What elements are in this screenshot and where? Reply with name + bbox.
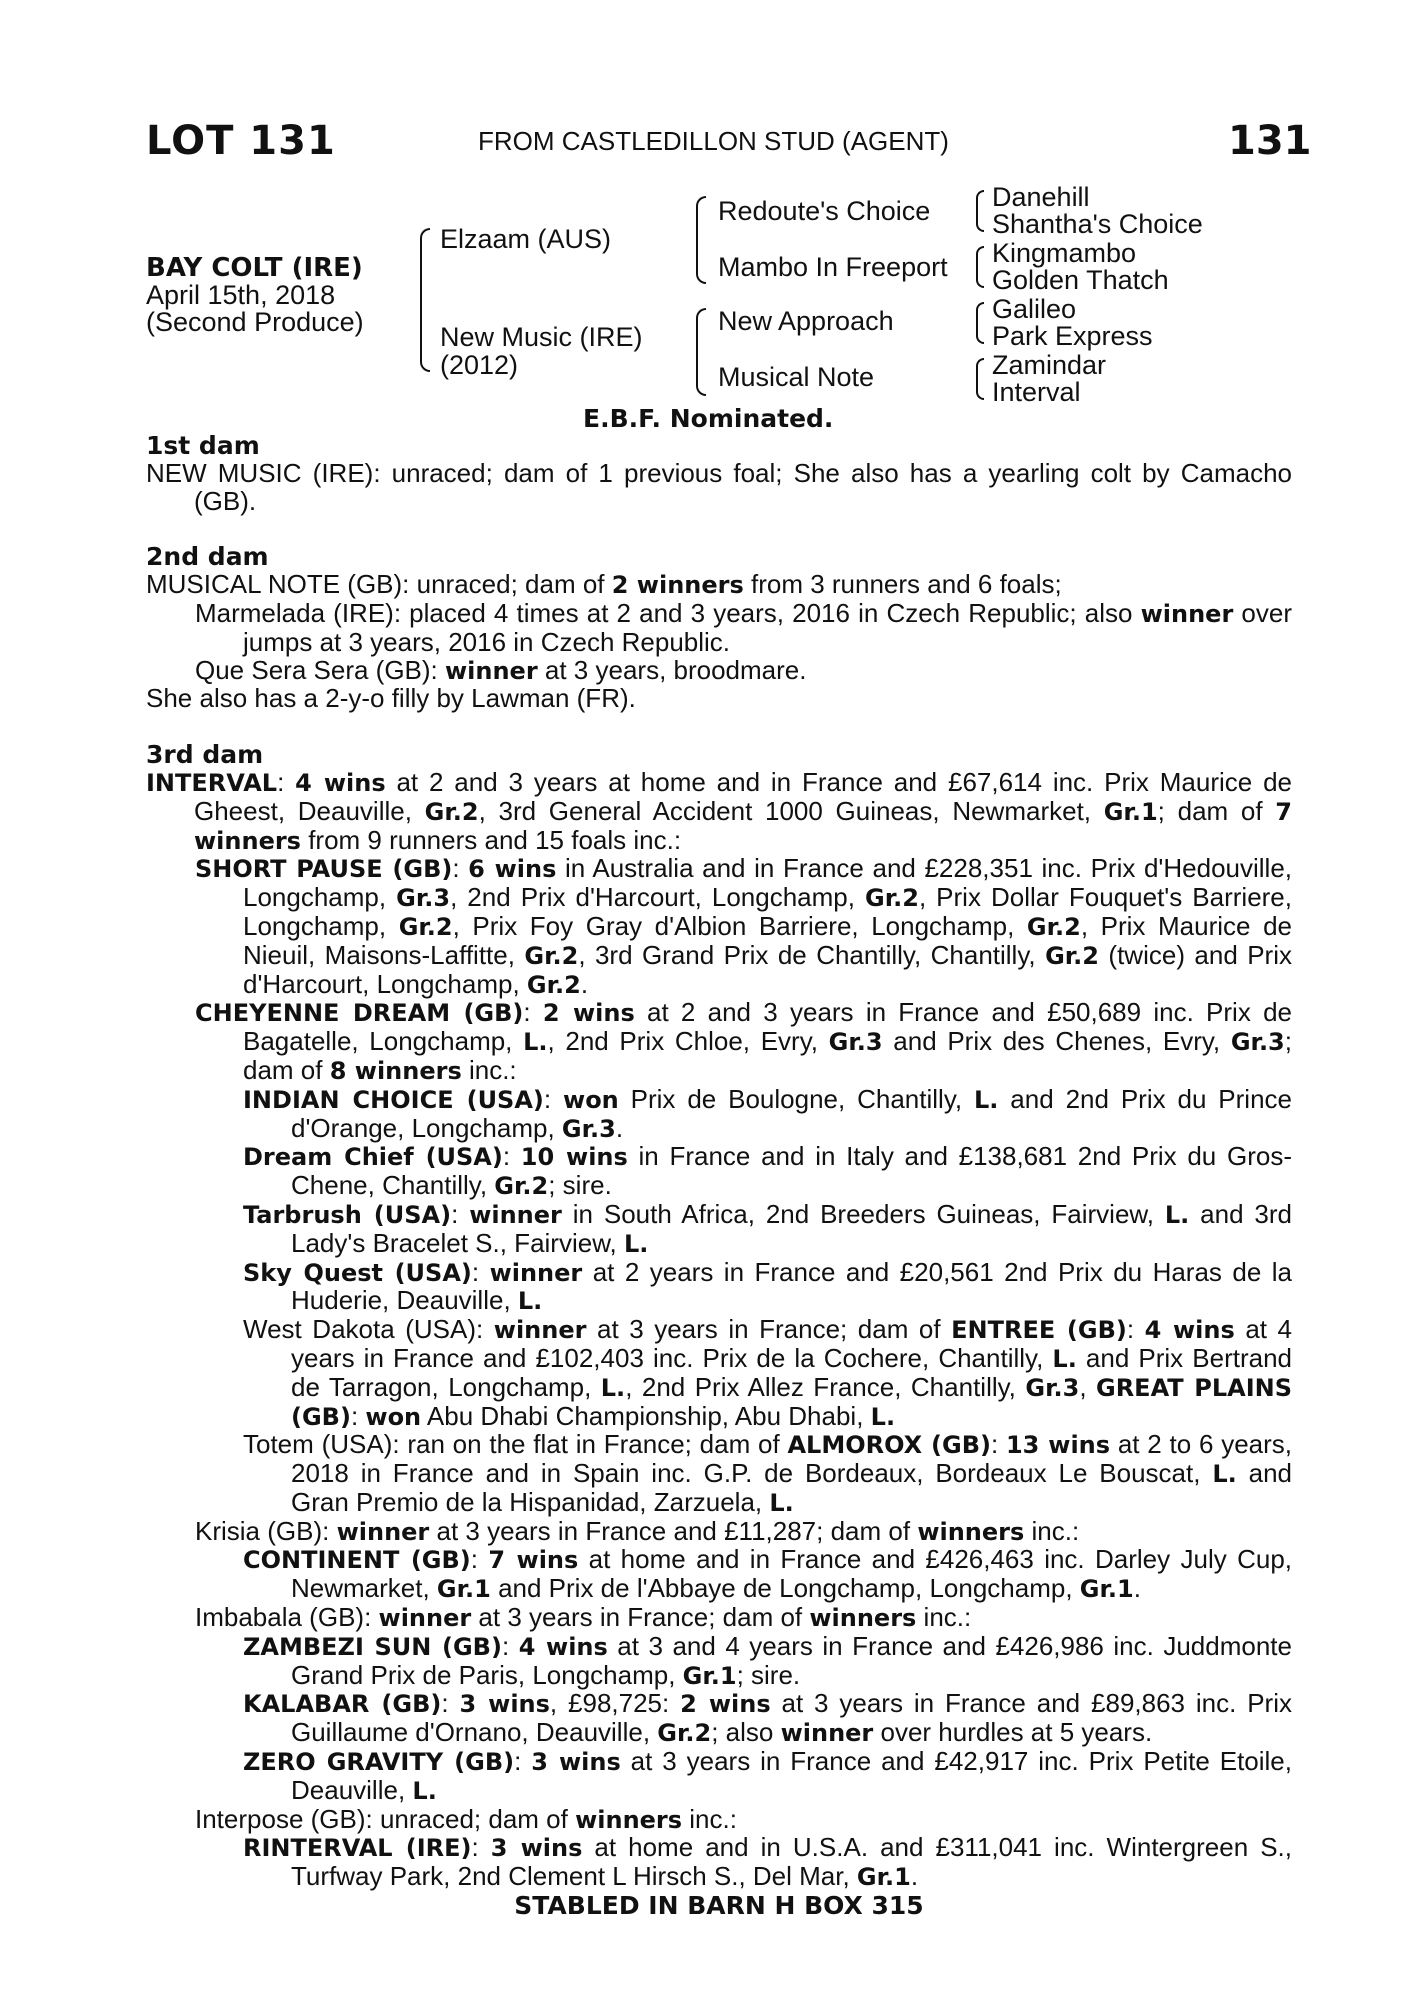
pedigree-entry bbox=[146, 1630, 1292, 1691]
text: Krisia (GB): bbox=[195, 1515, 337, 1546]
pedigree-brace bbox=[420, 228, 430, 372]
pedigree-entry bbox=[146, 1748, 1292, 1806]
text: at home and in France and £426,463 inc. Darley July Cup, Newmarket, bbox=[291, 1544, 1292, 1604]
grandsire-2: New Approach bbox=[718, 306, 894, 336]
bold-text: 6 wins bbox=[468, 855, 557, 884]
pedigree-entry bbox=[146, 685, 1292, 713]
lot-number: 131 bbox=[1228, 118, 1312, 164]
bold-text: ALMOROX (GB) bbox=[787, 1431, 991, 1460]
text: : bbox=[502, 1141, 521, 1172]
text: from 3 runners and 6 foals; bbox=[743, 569, 1062, 600]
bold-text: 3 wins bbox=[531, 1748, 621, 1777]
horse-title: BAY COLT (IRE) bbox=[146, 253, 363, 283]
text: Interpose (GB): unraced; dam of bbox=[195, 1803, 576, 1834]
ancestor: Kingmambo bbox=[992, 238, 1137, 268]
ancestor: Danehill bbox=[992, 182, 1090, 212]
pedigree-entry bbox=[146, 1198, 1292, 1259]
pedigree-entry bbox=[146, 1546, 1292, 1604]
bold-text: winners bbox=[917, 1517, 1025, 1546]
pedigree-entry bbox=[146, 1431, 1292, 1517]
text: , 3rd Grand Prix de Chantilly, Chantilly, bbox=[578, 939, 1046, 970]
text: Abu Dhabi Championship, Abu Dhabi, bbox=[421, 1400, 871, 1431]
bold-text: ZERO GRAVITY (GB) bbox=[243, 1748, 515, 1777]
text: at 2 to 6 years, 2018 in France and in Spain inc. G.P. de Bordeaux, Bordeaux Le Bouscat, bbox=[291, 1429, 1292, 1489]
sire: Elzaam (AUS) bbox=[440, 224, 612, 254]
bold-text: winners bbox=[575, 1805, 683, 1834]
text: at 2 years in France and £20,561 2nd Prix du Haras de la Huderie, Deauville, bbox=[291, 1256, 1292, 1316]
bold-text: INTERVAL bbox=[146, 768, 278, 797]
text: and Prix des Chenes, Evry, bbox=[882, 1026, 1231, 1057]
text: ; sire. bbox=[736, 1659, 801, 1690]
section-heading: 1st dam bbox=[146, 431, 260, 460]
text: Que Sera Sera (GB): bbox=[195, 654, 445, 685]
bold-text: winner bbox=[780, 1719, 874, 1748]
bold-text: Gr.2 bbox=[424, 797, 479, 826]
bold-text: Gr.3 bbox=[396, 884, 451, 913]
bold-text: Gr.2 bbox=[398, 912, 453, 941]
text: ; sire. bbox=[548, 1170, 612, 1201]
pedigree-brace bbox=[696, 308, 706, 396]
spacer bbox=[146, 515, 1292, 543]
pedigree-entry bbox=[146, 1256, 1292, 1317]
text: NEW MUSIC (IRE): unraced; dam of 1 previous foal; She also has a yearling colt by Camacho (GB). bbox=[146, 457, 1292, 516]
bold-text: INDIAN CHOICE (USA) bbox=[243, 1085, 544, 1114]
text: and Gran Premio de la Hispanidad, Zarzuela, bbox=[291, 1458, 1292, 1517]
pedigree-brace bbox=[976, 246, 984, 288]
text: , 2nd Prix Chloe, Evry, bbox=[547, 1026, 829, 1057]
text: ; dam of bbox=[243, 1026, 1292, 1085]
section-heading: 2nd dam bbox=[146, 542, 269, 572]
text: inc.: bbox=[682, 1803, 737, 1834]
pedigree-entry bbox=[146, 654, 1292, 686]
text: : bbox=[1126, 1314, 1145, 1345]
bold-text: 3 wins bbox=[490, 1834, 583, 1863]
text: at 3 years in France and £42,917 inc. Prix Petite Etoile, Deauville, bbox=[291, 1746, 1292, 1805]
pedigree-entry bbox=[146, 1143, 1292, 1201]
bold-text: Gr.1 bbox=[856, 1863, 911, 1892]
bold-text: L. bbox=[769, 1488, 794, 1517]
text: , £98,725: bbox=[549, 1688, 681, 1719]
bold-text: Gr.1 bbox=[1103, 797, 1158, 826]
bold-text: 13 wins bbox=[1005, 1431, 1111, 1460]
bold-text: Sky Quest (USA) bbox=[243, 1258, 472, 1287]
consignor: FROM CASTLEDILLON STUD (AGENT) bbox=[478, 126, 949, 156]
text: : bbox=[451, 1198, 470, 1229]
pedigree-brace bbox=[976, 302, 984, 344]
text: : bbox=[501, 1630, 519, 1661]
pedigree-entry bbox=[146, 1515, 1292, 1547]
bold-text: L. bbox=[974, 1085, 999, 1114]
bold-text: Gr.2 bbox=[1026, 912, 1081, 941]
text: , bbox=[1079, 1371, 1096, 1402]
text: in Australia and in France and £228,351 inc. Prix d'Hedouville, Longchamp, bbox=[243, 853, 1293, 913]
horse-produce: (Second Produce) bbox=[146, 307, 364, 337]
ancestor: Shantha's Choice bbox=[992, 209, 1203, 239]
bold-text: L. bbox=[1212, 1460, 1237, 1489]
bold-text: winner bbox=[489, 1258, 583, 1287]
bold-text: ENTREE (GB) bbox=[951, 1316, 1127, 1345]
text: over jumps at 3 years, 2016 in Czech Republic. bbox=[243, 597, 1292, 657]
bold-text: Gr.2 bbox=[524, 941, 579, 970]
bold-text: 2 winners bbox=[611, 571, 744, 600]
bold-text: Gr.3 bbox=[828, 1028, 883, 1057]
granddam-2: Musical Note bbox=[718, 362, 875, 392]
bold-text: KALABAR (GB) bbox=[243, 1690, 442, 1719]
text: at 3 years, broodmare. bbox=[537, 654, 807, 685]
text: , 3rd General Accident 1000 Guineas, Newmarket, bbox=[478, 795, 1104, 826]
horse-dob: April 15th, 2018 bbox=[146, 280, 336, 310]
text: : bbox=[990, 1429, 1006, 1460]
bold-text: L. bbox=[870, 1402, 896, 1431]
pedigree-entry bbox=[146, 597, 1292, 657]
lot-label: LOT 131 bbox=[146, 118, 336, 164]
ancestor: Golden Thatch bbox=[992, 265, 1169, 295]
text: : bbox=[452, 853, 469, 884]
bold-text: 10 wins bbox=[520, 1143, 628, 1172]
dam-year: (2012) bbox=[440, 350, 519, 380]
text: : bbox=[471, 1832, 491, 1863]
pedigree-entry bbox=[146, 1604, 1292, 1633]
ancestor: Galileo bbox=[992, 294, 1077, 324]
text: , 2nd Prix Allez France, Chantilly, bbox=[625, 1371, 1026, 1402]
bold-text: L. bbox=[412, 1776, 437, 1805]
bold-text: Gr.2 bbox=[526, 970, 581, 999]
bold-text: L. bbox=[600, 1373, 626, 1402]
text: . bbox=[615, 1112, 624, 1143]
bold-text: won bbox=[365, 1402, 422, 1431]
bold-text: Gr.2 bbox=[494, 1172, 549, 1201]
bold-text: CONTINENT (GB) bbox=[243, 1546, 471, 1575]
bold-text: L. bbox=[1052, 1344, 1077, 1373]
text: . bbox=[580, 968, 589, 999]
text: at 3 years in France and £89,863 inc. Prix Guillaume d'Ornano, Deauville, bbox=[291, 1688, 1292, 1748]
bold-text: RINTERVAL (IRE) bbox=[243, 1834, 472, 1863]
bold-text: L. bbox=[1164, 1200, 1190, 1229]
text: inc.: bbox=[916, 1602, 972, 1633]
text: . bbox=[1133, 1573, 1141, 1604]
bold-text: winners bbox=[809, 1604, 917, 1633]
pedigree-entry bbox=[146, 1834, 1292, 1892]
pedigree-entry bbox=[146, 571, 1292, 600]
pedigree-brace bbox=[696, 196, 706, 284]
text: West Dakota (USA): bbox=[243, 1314, 494, 1345]
text: , 2nd Prix d'Harcourt, Longchamp, bbox=[450, 882, 865, 913]
text: Prix de Boulogne, Chantilly, bbox=[618, 1083, 974, 1114]
bold-text: SHORT PAUSE (GB) bbox=[195, 855, 453, 884]
bold-text: winner bbox=[444, 656, 538, 685]
bold-text: Gr.1 bbox=[436, 1575, 491, 1604]
text: and Prix Bertrand de Tarragon, Longchamp, bbox=[291, 1342, 1292, 1402]
bold-text: L. bbox=[517, 1287, 543, 1316]
text: : bbox=[277, 766, 296, 797]
granddam-1: Mambo In Freeport bbox=[718, 252, 948, 282]
bold-text: 3 wins bbox=[459, 1690, 550, 1719]
bold-text: Dream Chief (USA) bbox=[243, 1143, 503, 1172]
stabled-location: STABLED IN BARN H BOX 315 bbox=[514, 1891, 924, 1921]
text: , Prix Dollar Fouquet's Barriere, Longchamp, bbox=[243, 882, 1292, 941]
bold-text: 2 wins bbox=[680, 1690, 771, 1719]
spacer bbox=[146, 713, 1292, 741]
text: in South Africa, 2nd Breeders Guineas, Fairview, bbox=[561, 1198, 1165, 1229]
bold-text: GREAT PLAINS (GB) bbox=[291, 1373, 1293, 1431]
bold-text: CHEYENNE DREAM (GB) bbox=[195, 999, 524, 1028]
ancestor: Park Express bbox=[992, 321, 1153, 351]
text: : bbox=[523, 997, 543, 1028]
bold-text: 7 wins bbox=[488, 1546, 579, 1575]
text: : bbox=[350, 1400, 366, 1431]
text: at 2 and 3 years at home and in France and £67,614 inc. Prix Maurice de Gheest, Deauville, bbox=[194, 766, 1292, 826]
text: She also has a 2-y-o filly by Lawman (FR). bbox=[146, 683, 636, 714]
catalogue-body bbox=[146, 432, 1292, 1920]
bold-text: 2 wins bbox=[542, 999, 635, 1028]
pedigree-entry bbox=[146, 1083, 1293, 1144]
text: Imbabala (GB): bbox=[195, 1602, 379, 1633]
bold-text: Gr.2 bbox=[1045, 941, 1099, 970]
pedigree-brace bbox=[976, 358, 984, 400]
text: ; also bbox=[711, 1717, 781, 1748]
bold-text: 7 winners bbox=[194, 797, 1292, 855]
text: . bbox=[910, 1861, 919, 1892]
text: from 9 runners and 15 foals inc.: bbox=[300, 824, 682, 855]
text: ; dam of bbox=[1157, 795, 1276, 826]
ebf-nominated: E.B.F. Nominated. bbox=[583, 404, 834, 433]
bold-text: 4 wins bbox=[1144, 1316, 1235, 1345]
bold-text: 4 wins bbox=[518, 1632, 608, 1661]
section-heading: 3rd dam bbox=[146, 740, 264, 770]
text: , Prix Foy Gray d'Albion Barriere, Longchamp, bbox=[452, 910, 1027, 941]
pedigree-entry bbox=[146, 1316, 1292, 1431]
bold-text: Gr.1 bbox=[682, 1661, 737, 1690]
text: Marmelada (IRE): placed 4 times at 2 and 3 years, 2016 in Czech Republic; also bbox=[195, 597, 1141, 628]
bold-text: won bbox=[563, 1085, 619, 1114]
text: Totem (USA): ran on the flat in France; dam of bbox=[243, 1429, 788, 1460]
text: over hurdles at 5 years. bbox=[873, 1717, 1153, 1748]
text: inc.: bbox=[461, 1054, 517, 1085]
text: at 3 years in France and £11,287; dam of bbox=[429, 1515, 918, 1546]
bold-text: Gr.1 bbox=[1079, 1575, 1134, 1604]
bold-text: Gr.2 bbox=[657, 1719, 712, 1748]
text: and 2nd Prix du Prince d'Orange, Longchamp, bbox=[291, 1083, 1293, 1143]
bold-text: winner bbox=[469, 1200, 562, 1229]
text: and Prix de l'Abbaye de Longchamp, Longchamp, bbox=[490, 1573, 1080, 1604]
text: at 4 years in France and £102,403 inc. Prix de la Cochere, Chantilly, bbox=[291, 1314, 1293, 1373]
bold-text: Tarbrush (USA) bbox=[243, 1200, 452, 1229]
bold-text: Gr.3 bbox=[1230, 1028, 1285, 1057]
bold-text: Gr.3 bbox=[561, 1114, 616, 1143]
pedigree-brace bbox=[976, 190, 984, 232]
ancestor: Interval bbox=[992, 377, 1081, 407]
text: , Prix Maurice de Nieuil, Maisons-Laffitte, bbox=[243, 910, 1292, 970]
pedigree-entry bbox=[146, 855, 1292, 999]
bold-text: winner bbox=[336, 1517, 430, 1546]
dam: New Music (IRE) bbox=[440, 322, 643, 352]
pedigree-entry bbox=[146, 999, 1292, 1085]
pedigree-entry bbox=[146, 1803, 1292, 1835]
bold-text: winner bbox=[1140, 599, 1234, 628]
text: MUSICAL NOTE (GB): unraced; dam of bbox=[146, 569, 612, 600]
text: inc.: bbox=[1024, 1515, 1080, 1546]
bold-text: 4 wins bbox=[295, 768, 386, 797]
bold-text: winner bbox=[378, 1604, 472, 1633]
bold-text: Gr.2 bbox=[865, 884, 919, 913]
text: at 3 and 4 years in France and £426,986 inc. Juddmonte Grand Prix de Paris, Longchamp, bbox=[291, 1630, 1292, 1690]
pedigree-entry bbox=[146, 766, 1292, 855]
bold-text: L. bbox=[624, 1229, 649, 1258]
text: : bbox=[470, 1544, 489, 1575]
text: : bbox=[514, 1746, 532, 1777]
bold-text: winner bbox=[493, 1316, 587, 1345]
text: at 3 years in France; dam of bbox=[586, 1314, 952, 1345]
bold-text: ZAMBEZI SUN (GB) bbox=[243, 1632, 502, 1661]
bold-text: L. bbox=[523, 1028, 548, 1057]
text: and 3rd Lady's Bracelet S., Fairview, bbox=[291, 1198, 1292, 1258]
text: at home and in U.S.A. and £311,041 inc. Wintergreen S., Turfway Park, 2nd Clement L Hirsch S., Del Mar, bbox=[291, 1832, 1292, 1892]
bold-text: 8 winners bbox=[329, 1056, 462, 1085]
pedigree-entry bbox=[146, 1690, 1292, 1748]
text: in France and in Italy and £138,681 2nd Prix du Gros-Chene, Chantilly, bbox=[291, 1141, 1292, 1201]
grandsire-1: Redoute's Choice bbox=[718, 196, 931, 226]
text: (twice) and Prix d'Harcourt, Longchamp, bbox=[243, 939, 1292, 999]
text: at 2 and 3 years in France and £50,689 inc. Prix de Bagatelle, Longchamp, bbox=[243, 997, 1293, 1057]
bold-text: Gr.3 bbox=[1025, 1373, 1080, 1402]
pedigree-entry bbox=[146, 457, 1292, 516]
text: : bbox=[441, 1688, 460, 1719]
text: : bbox=[471, 1256, 490, 1287]
ancestor: Zamindar bbox=[992, 350, 1107, 380]
text: : bbox=[543, 1083, 564, 1114]
text: at 3 years in France; dam of bbox=[471, 1602, 810, 1633]
